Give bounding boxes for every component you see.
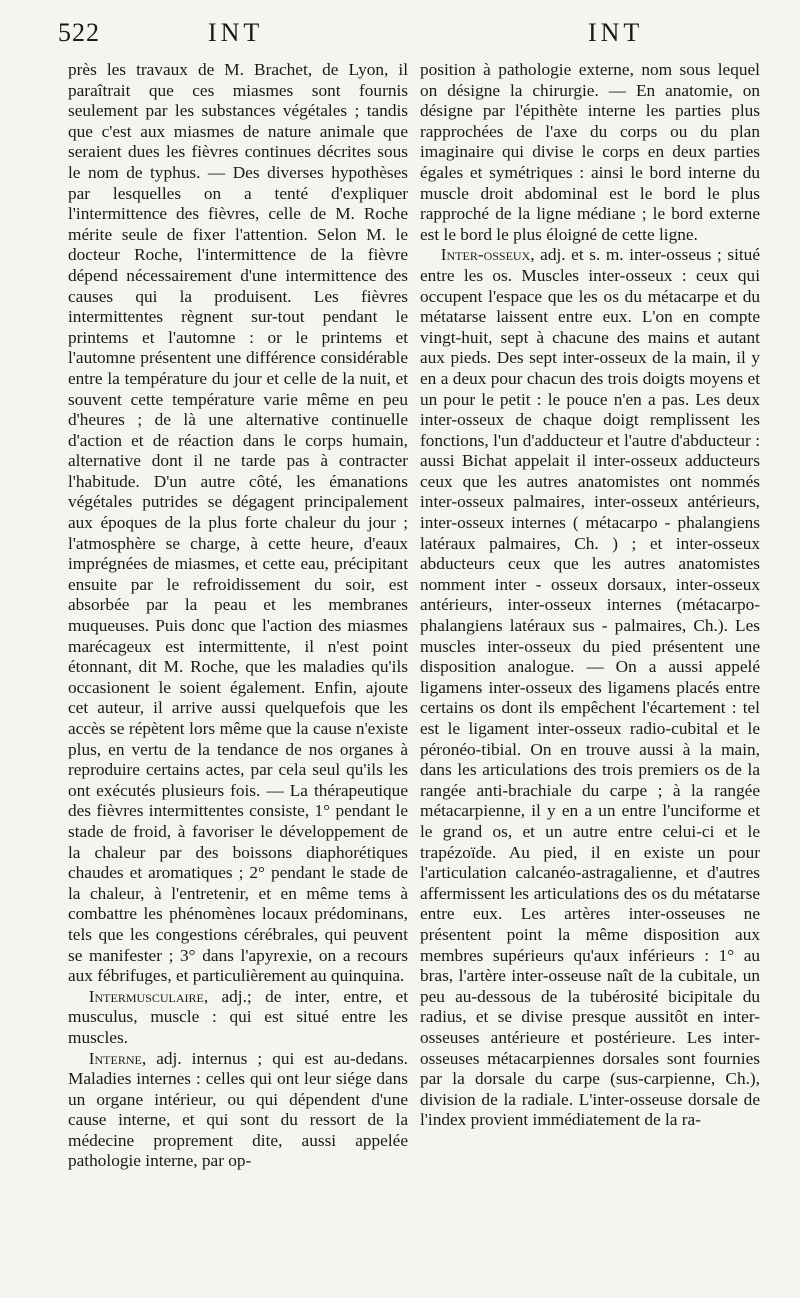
page-header <box>58 18 770 58</box>
entry-inter-osseux <box>420 245 760 1131</box>
entry-headword: Inter-osseux <box>440 245 531 265</box>
entry-interne <box>68 1049 408 1173</box>
paragraph-interne-cont: position à pathologie externe, nom sous lequel on désigne la chirurgie. — En anatomie, on désigne par l'épithète interne les parties plus rapprochées de l'axe du corps ou du plan imaginaire qui divise le corps en deux parties égales et symétriques : ainsi le bord interne du muscle droit abdominal est le bord le plus rapproché de la ligne médiane ; le bord externe est le bord le plus éloigné de cette ligne. <box>420 60 760 244</box>
right-column <box>420 60 760 1131</box>
running-head-left: INT <box>208 18 264 47</box>
entry-intermusculaire <box>68 987 408 1049</box>
paragraph-fievres: près les travaux de M. Brachet, de Lyon, il paraîtrait que ces miasmes sont fournis seulement par les substances végétales ; tandis que c'est aux miasmes de nature animale que seraient dues les fièvres continues décrites sous le nom de typhus. — Des diverses hypothèses par lesquelles on a tenté d'expliquer l'intermittence des fièvres, celle de M. Roche mérite seule de fixer l'attention. Selon M. le docteur Roche, l'intermittence de la fièvre dépend nécessairement d'une intermittence des causes qui la produisent. Les fièvres intermittentes règnent sur-tout pendant le printems et l'automne : or le printems et l'automne présentent une différence considérable entre la température du jour et celle de la nuit, et souvent cette température varie même en peu d'heures ; de là une alternative continuelle d'action et de réaction dans le corps humain, alternative dont il ne tarde pas à contracter l'habitude. D'un autre côté, les émanations végétales putrides se dégagent principalement aux époques de la plus forte chaleur du jour ; l'atmosphère se charge, à cette heure, d'eaux imprégnées de miasmes, et cette eau, précipitant ensuite par le refroidissement du soir, est absorbée par la peau et les membranes muqueuses. Puis donc que l'action des miasmes marécageux est intermittente, il n'est point étonnant, dit M. Roche, que les maladies qu'ils occasionent le soient également. Enfin, ajoute cet auteur, il arrive aussi quelquefois que les accès se répètent lors même que la cause n'existe plus, en vertu de la tendance de nos organes à reproduire certains actes, par cela seul qu'ils les ont exécutés plusieurs fois. — La thérapeutique des fièvres intermittentes consiste, 1° pendant le stade de froid, à favoriser le développement de la chaleur par des boissons diaphorétiques chaudes et aromatiques ; 2° pendant le stade de la chaleur, à l'entretenir, et en même tems à combattre les phénomènes locaux prédominans, tels que les congestions cérébrales, qui peuvent se manifester ; 3° dans l'apyrexie, on a recours aux fébrifuges, et particulièrement au quinquina. <box>68 60 408 986</box>
entry-body: , adj. et s. m. inter-osseus ; situé entre les os. Muscles inter-osseux : ceux qui occupent l'espace que les os du métacarpe et du métatarse laissent entre eux. L'on en compte vingt-huit, sept à chacune des mains et autant aux pieds. Des sept inter-osseux de la main, il y en a deux pour chacun des trois doigts moyens et un pour le petit : le pouce n'en a pas. Les deux inter-osseux de chaque doigt remplissent les fonctions, l'un d'adducteur et l'autre d'abducteur : aussi Bichat appelait il inter-osseux adducteurs ceux que les autres anatomistes ont nommés inter-osseux palmaires, inter-osseux antérieurs, inter-osseux internes ( métacarpo - phalangiens latéraux palmaires, Ch. ) ; et inter-osseux abducteurs ceux que les autres anatomistes nomment inter - osseux dorsaux, inter-osseux antérieurs, inter-osseux internes (métacarpo-phalangiens latéraux sus - palmaires, Ch.). Les muscles inter-osseux du pied présentent une disposition analogue. — On a aussi appelé ligamens inter-osseux des ligamens placés entre certains os dont ils empêchent l'écartement : tel est le ligament inter-osseux radio-cubital et le péronéo-tibial. On en trouve aussi à la main, dans les articulations des trois premiers os de la rangée anti-brachiale du carpe ; à la rangée métacarpienne, il y en a un entre l'unciforme et le grand os, et un autre entre celui-ci et le trapézoïde. Au pied, il en existe un pour l'articulation calcanéo-astragalienne, et d'autres affermissent les articulations des os du métatarse entre eux. Les artères inter-osseuses ne présentent point la même disposition aux membres supérieurs qu'aux inférieurs : 1° au bras, l'artère inter-osseuse naît de la cubitale, un peu au-dessous de la tubérosité bicipitale du radius, et se divise presque aussitôt en inter-osseuses antérieure et postérieure. Les inter-osseuses métacarpiennes dorsales sont fournies par la dorsale du carpe (sus-carpienne, Ch.), division de la radiale. L'inter-osseuse dorsale de l'index provient immédiatement de la ra- <box>420 245 760 1130</box>
left-column <box>68 60 408 1172</box>
entry-body: , adj. internus ; qui est au-dedans. Maladies internes : celles qui ont leur siége dans un organe intérieur, ou qui dépendent d'une cause interne, et qui sont du ressort de la médecine proprement dite, aussi appelée pathologie interne, par op- <box>68 1048 408 1171</box>
entry-headword: Intermusculaire <box>88 986 204 1006</box>
entry-body: , adj.; de inter, entre, et musculus, muscle : qui est situé entre les muscles. <box>68 986 408 1047</box>
entry-headword: Interne <box>88 1048 142 1068</box>
running-head-right: INT <box>588 18 644 47</box>
page-number: 522 <box>58 18 100 47</box>
